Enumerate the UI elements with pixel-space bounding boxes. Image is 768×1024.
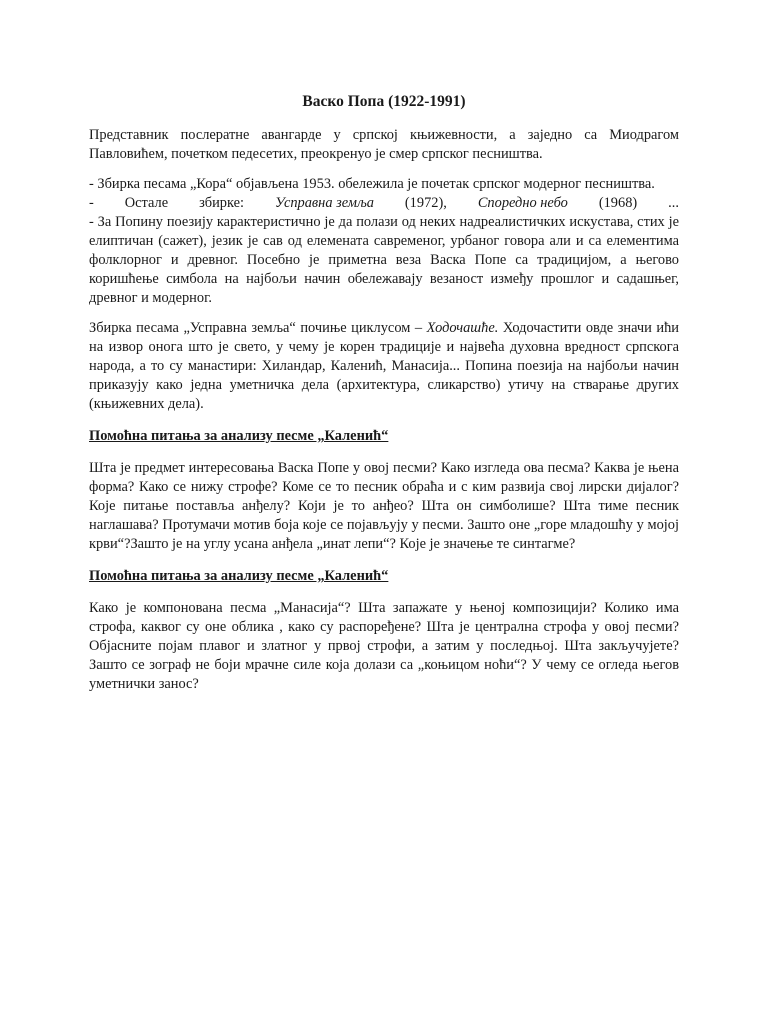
collection-paragraph bbox=[89, 319, 679, 414]
book-title-sporedno-nebo: Споредно небо bbox=[477, 195, 568, 211]
book-year-1972: (1972), bbox=[404, 195, 447, 211]
book-year-1968: (1968) bbox=[598, 195, 638, 211]
bullet-other-collections bbox=[89, 194, 679, 213]
section-heading-kalenic: Помоћна питања за анализу песме „Каленић“ bbox=[89, 428, 389, 444]
spacer bbox=[89, 586, 679, 599]
intro-paragraph: Представник послератне авангарде у српској књижевности, а заједно са Миодрагом Павловићем, почетком педесетих, преокренуо је смер српског песништва. bbox=[89, 127, 679, 162]
document-page bbox=[89, 92, 679, 694]
bullet-kora: - Збирка песама „Кора“ објављена 1953. обележила је почетак српског модерног песништва. bbox=[89, 176, 655, 192]
bullet-label: Остале bbox=[124, 195, 169, 211]
section-body-manasija: Како је компонована песма „Манасија“? Шта запажате у њеној композицији? Колико има строфа, каквог су оне облика , како су распоређене? Шта је централна строфа у овој песми? Објасните појам плавог и златног у првој строфи, а затим у последњој. Шта закључујете? Зашто се зограф не боји мрачне силе која долази са „коњицом ноћи“? У чему се огледа његов уметнички занос? bbox=[89, 600, 679, 692]
spacer bbox=[89, 554, 679, 567]
document-title: Васко Попа (1922-1991) bbox=[302, 93, 466, 110]
book-title-upravna-zemlja: Усправна земља bbox=[274, 195, 374, 211]
spacer bbox=[89, 164, 679, 175]
collection-rest: Ходочастити овде значи ићи на извор онога што је свето, у чему је корен традиције и највећа духовна вредност српскога народа, а то су манастири: Хиландар, Каленић, Манасија... Попина поезија на најбољи начин приказују како једна уметничка дела (архитектура, сликарство) утичу на стварање других (књижевних дела). bbox=[89, 320, 679, 412]
bullet-dash: - bbox=[89, 195, 94, 211]
ellipsis: ... bbox=[668, 195, 679, 211]
spacer bbox=[89, 446, 679, 459]
collection-lead: Збирка песама „Усправна земља“ почиње циклусом – bbox=[89, 320, 427, 336]
section-body-kalenic: Шта је предмет интересовања Васка Попе у овој песми? Како изгледа ова песма? Каква је њена форма? Како се нижу строфе? Коме се то песник обраћа и с ким развија свој лирски дијалог? Које питање поставља анђелу? Који је то анђео? Шта он симболише? Шта тиме песник наглашава? Протумачи мотив боја које се појављују у песми. Зашто оне „горе младошћу у мојој крви“?Зашто је на углу усана анђела „инат лепи“? Које је значење те синтагме? bbox=[89, 460, 679, 552]
spacer bbox=[89, 414, 679, 427]
bullet-word: збирке: bbox=[199, 195, 244, 211]
spacer bbox=[89, 308, 679, 319]
bullet-poetics: - За Попину поезију карактеристично је да полази од неких надреалистичких искустава, стих је елиптичан (сажет), језик је сав од елемената савременог, урбаног говора али и са елементима фолклорног и древног. Посебно је приметна веза Васка Попе са традицијом, а његово коришћење симбола на најбољи начин обележавају везаност између прошлог и садашњег, древног и модерног. bbox=[89, 214, 679, 306]
section-heading-second: Помоћна питања за анализу песме „Каленић“ bbox=[89, 568, 389, 584]
cycle-title: Ходочашће. bbox=[426, 320, 499, 336]
